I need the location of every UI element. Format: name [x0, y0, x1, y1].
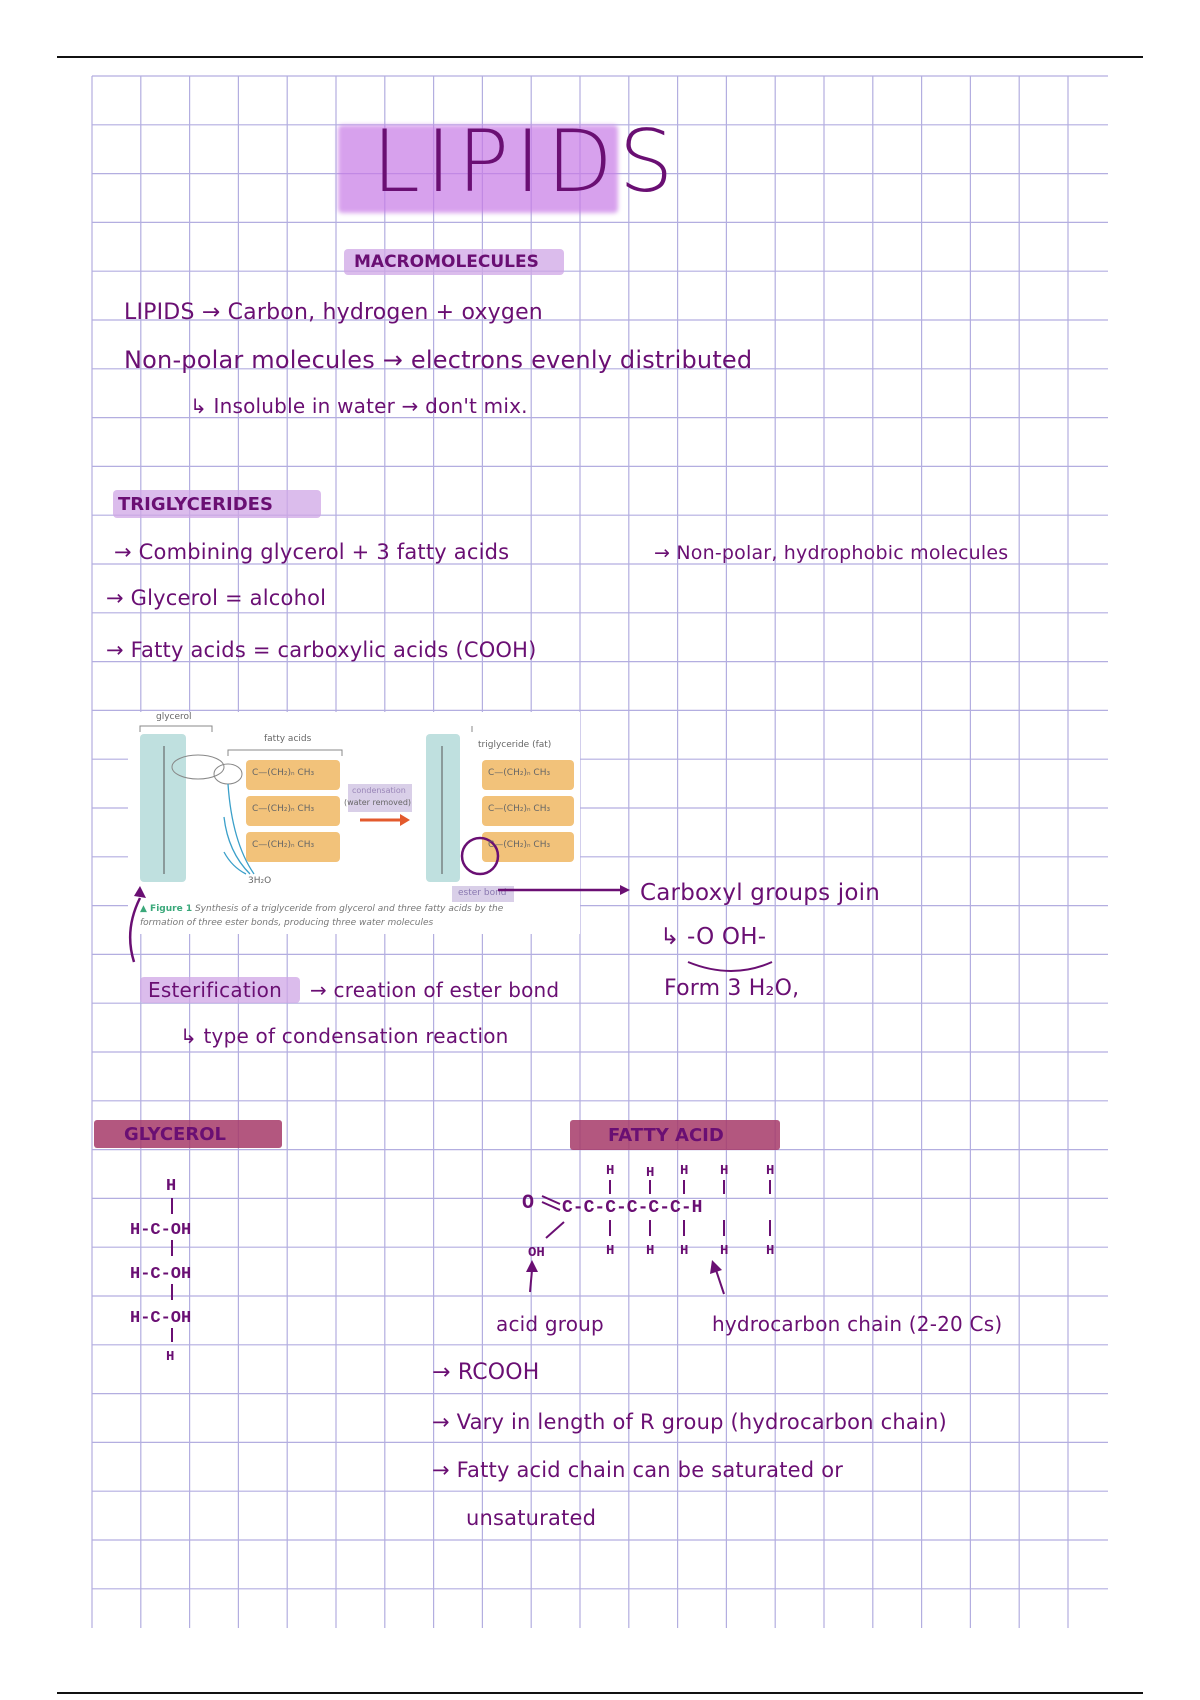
figure-caption-label: ▲ Figure 1	[140, 904, 193, 914]
intro-line-2: Non-polar molecules → electrons evenly distributed	[124, 346, 753, 374]
figure-water: 3H₂O	[248, 876, 272, 886]
figure-water-removed: (water removed)	[344, 798, 412, 807]
svg-text:H: H	[606, 1163, 615, 1179]
intro-line-1: LIPIDS → Carbon, hydrogen + oxygen	[124, 300, 543, 325]
figure-chain-3: C—(CH₂)ₙ CH₃	[252, 840, 315, 850]
triglycerides-side-note: → Non-polar, hydrophobic molecules	[654, 542, 1009, 564]
fatty-acid-heading: FATTY ACID	[608, 1125, 724, 1146]
svg-text:H-C-OH: H-C-OH	[130, 1221, 192, 1240]
triglycerides-bullet-1: → Combining glycerol + 3 fatty acids	[114, 540, 510, 564]
page-title: LIPIDS	[372, 112, 680, 212]
figure-chain-4: C—(CH₂)ₙ CH₃	[488, 768, 551, 778]
svg-text:H: H	[680, 1163, 689, 1179]
hydrocarbon-chain-label: hydrocarbon chain (2-20 Cs)	[712, 1312, 1003, 1336]
esterification-definition: → creation of ester bond	[310, 978, 560, 1002]
svg-text:H: H	[720, 1163, 729, 1179]
glycerol-heading: GLYCEROL	[124, 1124, 226, 1145]
fatty-acid-bullet-2: → Vary in length of R group (hydrocarbon chain)	[432, 1410, 947, 1434]
svg-text:C-C-C-C-C-C-H: C-C-C-C-C-C-H	[562, 1198, 703, 1218]
figure-label-triglyceride: triglyceride (fat)	[478, 740, 552, 750]
svg-text:H: H	[720, 1243, 729, 1259]
fatty-acid-bullet-3-continued: unsaturated	[466, 1506, 597, 1530]
intro-line-3: ↳ Insoluble in water → don't mix.	[190, 394, 528, 418]
svg-text:H: H	[680, 1243, 689, 1259]
figure-chain-5: C—(CH₂)ₙ CH₃	[488, 804, 551, 814]
figure-label-glycerol: glycerol	[156, 712, 192, 722]
figure-ester-bond: ester bond	[458, 888, 507, 898]
figure-chain-1: C—(CH₂)ₙ CH₃	[252, 768, 315, 778]
svg-text:H-C-OH: H-C-OH	[130, 1265, 192, 1284]
svg-text:H-C-OH: H-C-OH	[130, 1309, 192, 1328]
triglycerides-bullet-2: → Glycerol = alcohol	[106, 586, 327, 610]
form-water-note: Form 3 H₂O,	[664, 976, 800, 1001]
condensation-type-note: ↳ type of condensation reaction	[180, 1024, 509, 1048]
triglycerides-heading: TRIGLYCERIDES	[118, 494, 273, 515]
page-subtitle: MACROMOLECULES	[354, 252, 539, 272]
figure-caption-line-2: formation of three ester bonds, producing three water molecules	[140, 918, 434, 928]
svg-text:H: H	[646, 1243, 655, 1259]
svg-text:H: H	[766, 1243, 775, 1259]
svg-text:OH: OH	[528, 1245, 545, 1261]
fatty-acid-structure	[512, 1158, 842, 1298]
glycerol-structure	[120, 1170, 280, 1370]
carboxyl-note: Carboxyl groups join	[640, 880, 881, 906]
svg-text:H: H	[166, 1177, 177, 1196]
figure-caption-text-1: Synthesis of a triglyceride from glycerol and three fatty acids by the	[194, 904, 504, 914]
esterification-term: Esterification	[148, 978, 282, 1002]
svg-text:H: H	[646, 1165, 655, 1181]
fatty-acid-bullet-3: → Fatty acid chain can be saturated or	[432, 1458, 844, 1482]
acid-group-label: acid group	[496, 1312, 604, 1336]
figure-label-fatty-acids: fatty acids	[264, 734, 312, 744]
figure-condensation: condensation	[352, 786, 406, 795]
svg-text:H: H	[766, 1163, 775, 1179]
svg-text:O: O	[522, 1192, 535, 1215]
fatty-acid-bullet-1: → RCOOH	[432, 1360, 540, 1385]
o-oh-note: ↳ -O OH-	[660, 924, 767, 950]
figure-chain-6: C—(CH₂)ₙ CH₃	[488, 840, 551, 850]
svg-text:H: H	[166, 1349, 175, 1365]
triglycerides-bullet-3: → Fatty acids = carboxylic acids (COOH)	[106, 638, 537, 662]
svg-text:H: H	[606, 1243, 615, 1259]
figure-chain-2: C—(CH₂)ₙ CH₃	[252, 804, 315, 814]
